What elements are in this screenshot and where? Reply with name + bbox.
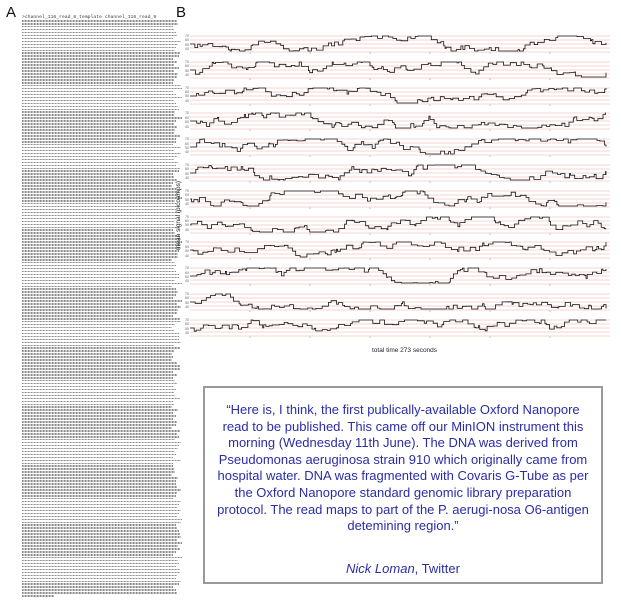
sequence-line: [22, 156, 177, 158]
sequence-line: [22, 527, 177, 529]
sequence-line: [22, 380, 175, 382]
y-tick-label: 70: [185, 85, 189, 90]
sequence-line: [22, 88, 182, 90]
y-tick-label: 40: [185, 47, 189, 52]
signal-track: [190, 240, 615, 260]
sequence-line: [22, 97, 182, 99]
sequence-line: [22, 465, 173, 467]
y-tick-label: 70: [185, 34, 189, 38]
sequence-line: [22, 436, 179, 438]
sequence-line: [22, 111, 175, 113]
sequence-line: [22, 327, 172, 329]
sequence-line: [22, 227, 179, 229]
sequence-line: [22, 200, 175, 202]
sequence-line: [22, 586, 173, 588]
y-tick-label: 70: [185, 137, 189, 142]
sequence-line: [22, 339, 179, 341]
signal-trace: [190, 268, 606, 283]
sequence-line: [22, 421, 177, 423]
y-tick-label: 40: [185, 279, 189, 284]
sequence-line: [22, 359, 172, 361]
sequence-line: [22, 551, 176, 553]
sequence-line: [22, 401, 173, 403]
sequence-line: [22, 356, 173, 358]
y-tick-label: 50: [185, 223, 189, 228]
sequence-line: [22, 159, 174, 161]
y-tick-label: 40: [185, 73, 189, 77]
sequence-line: [22, 448, 178, 450]
sequence-line: [22, 147, 181, 149]
sequence-line: [22, 404, 174, 406]
sequence-line: [22, 238, 181, 240]
sequence-line: [22, 114, 174, 116]
sequence-line: [22, 445, 179, 447]
sequence-line: [22, 170, 179, 172]
sequence-line: [22, 221, 175, 223]
sequence-line: [22, 430, 180, 432]
x-axis-label: total time 273 seconds: [372, 347, 438, 354]
sequence-line: [22, 82, 173, 84]
sequence-line: [22, 415, 176, 417]
sequence-line: [22, 522, 181, 524]
y-tick-label: 60: [185, 115, 189, 120]
sequence-line: [22, 548, 180, 550]
sequence-line: [22, 209, 176, 211]
sequence-line: [22, 368, 180, 370]
sequence-line: [22, 595, 54, 597]
sequence-line: [22, 519, 182, 521]
y-tick-label: 50: [185, 94, 189, 99]
y-tick-label: 70: [185, 59, 189, 64]
sequence-line: [22, 61, 177, 63]
sequence-line: [22, 123, 174, 125]
sequence-line: [22, 265, 176, 267]
sequence-line: [22, 451, 175, 453]
sequence-line: [22, 309, 178, 311]
sequence-line: [22, 103, 176, 105]
sequence-line: [22, 463, 173, 465]
sequence-line: [22, 120, 176, 122]
sequence-line: [22, 23, 178, 25]
sequence-line: [22, 50, 175, 52]
sequence-line: [22, 286, 172, 288]
sequence-line: [22, 545, 178, 547]
y-tick-label: 70: [185, 163, 189, 167]
sequence-line: [22, 129, 175, 131]
sequence-line: [22, 259, 172, 261]
y-tick-label: 40: [185, 176, 189, 181]
sequence-line: [22, 106, 178, 108]
y-tick-label: 60: [185, 141, 189, 146]
sequence-line: [22, 362, 177, 364]
sequence-line: [22, 427, 172, 429]
sequence-line: [22, 395, 175, 397]
sequence-line: [22, 492, 177, 494]
sequence-line: [22, 383, 177, 385]
y-tick-label: 70: [185, 111, 189, 116]
sequence-line: [22, 418, 173, 420]
panel-a-label: A: [6, 4, 17, 21]
sequence-line: [22, 203, 176, 205]
sequence-line: [22, 138, 176, 140]
quote-box: [203, 386, 603, 584]
y-tick-label: 60: [185, 322, 189, 327]
y-tick-label: 70: [185, 188, 189, 193]
sequence-line: [22, 412, 173, 414]
sequence-line: [22, 330, 174, 332]
sequence-line: [22, 433, 177, 435]
y-tick-label: 50: [185, 42, 189, 47]
sequence-line: [22, 32, 176, 34]
sequence-line: [22, 268, 174, 270]
sequence-line: [22, 510, 181, 512]
sequence-line: [22, 474, 172, 476]
sequence-line: [22, 162, 178, 164]
sequence-line: [22, 589, 176, 591]
sequence-line: [22, 91, 173, 93]
signal-track: [190, 34, 615, 54]
signal-trace: [190, 62, 606, 77]
signal-track: [190, 266, 615, 286]
y-tick-label: 60: [185, 219, 189, 223]
sequence-line: [22, 185, 172, 187]
sequence-line: [22, 294, 176, 296]
sequence-line: [22, 569, 180, 571]
sequence-line: [22, 55, 179, 57]
sequence-line: [22, 318, 180, 320]
sequence-line: [22, 342, 181, 344]
sequence-line: [22, 486, 177, 488]
sequence-line: [22, 79, 174, 81]
sequence-line: [22, 554, 173, 556]
sequence-line: [22, 191, 179, 193]
sequence-line: [22, 247, 181, 249]
y-tick-label: 50: [185, 326, 189, 331]
sequence-line: [22, 460, 181, 462]
sequence-line: [22, 109, 179, 111]
sequence-line: [22, 256, 178, 258]
sequence-line: [22, 41, 181, 43]
sequence-line: [22, 345, 174, 347]
signal-trace: [190, 294, 606, 309]
sequence-line: [22, 468, 174, 470]
sequence-line: [22, 495, 176, 497]
sequence-line: [22, 336, 179, 338]
sequence-line: [22, 371, 173, 373]
panel-b-label: B: [176, 4, 187, 21]
sequence-line: [22, 182, 173, 184]
sequence-line: [22, 274, 179, 276]
signal-track: [190, 60, 615, 80]
sequence-line: [22, 457, 173, 459]
sequence-line: [22, 229, 173, 231]
signal-trace: [190, 88, 606, 103]
y-tick-label: 40: [185, 202, 189, 206]
sequence-line: [22, 144, 173, 146]
sequence-line: [22, 353, 172, 355]
sequence-line: [22, 501, 181, 503]
sequence-line: [22, 312, 177, 314]
sequence-line: [22, 94, 176, 96]
sequence-line: [22, 212, 180, 214]
sequence-line: [22, 47, 176, 49]
y-tick-label: 60: [185, 64, 189, 69]
sequence-line: [22, 477, 178, 479]
sequence-line: [22, 303, 177, 305]
signal-track: [190, 189, 615, 209]
panel-a: [0, 0, 195, 613]
sequence-line: [22, 76, 177, 78]
y-tick-label: 70: [185, 266, 189, 271]
sequence-line: [22, 480, 176, 482]
sequence-line: [22, 73, 178, 75]
sequence-line: [22, 324, 175, 326]
signal-trace: [190, 139, 606, 154]
y-tick-label: 70: [185, 292, 189, 296]
y-tick-label: 50: [185, 300, 189, 305]
sequence-line: [22, 315, 173, 317]
sequence-line: [22, 424, 176, 426]
signal-trace: [190, 36, 606, 51]
sequence-line: [22, 374, 177, 376]
sequence-line: [22, 176, 174, 178]
sequence-line: [22, 406, 172, 408]
quote-text: “Here is, I think, the first publically-available Oxford Nanopore read to be published. This came off our MinION instrument this morning (Wednesday 11th June). The DNA was derived from Pseudomonas aeruginosa strain 910 which originally came from hospital water. DNA was fragmented with Covaris G-Tube as per the Oxford Nanopore standard genomic library preparation protocol. The read maps to part of the P. aerugi-nosa O6-antigen detemining region.”: [217, 402, 589, 534]
signal-track: [190, 86, 615, 106]
sequence-line: [22, 291, 178, 293]
sequence-line: [22, 35, 177, 37]
sequence-line: [22, 29, 174, 31]
sequence-line: [22, 350, 174, 352]
sequence-line: [22, 132, 174, 134]
sequence-line: [22, 560, 178, 562]
attribution-separator: ,: [414, 561, 422, 576]
sequence-line: [22, 539, 177, 541]
sequence-line: [22, 454, 176, 456]
y-tick-label: 60: [185, 90, 189, 94]
y-tick-label: 50: [185, 249, 189, 254]
sequence-line: [22, 530, 179, 532]
sequence-line: [22, 288, 176, 290]
sequence-line: [22, 153, 181, 155]
signal-trace: [190, 113, 606, 128]
signal-track: [190, 318, 615, 338]
y-tick-label: 50: [185, 171, 189, 176]
sequence-line: [22, 224, 174, 226]
sequence-line: [22, 581, 181, 583]
sequence-line: [22, 516, 177, 518]
signal-trace: [190, 165, 606, 180]
y-tick-label: 70: [185, 317, 189, 322]
signal-track: [190, 137, 615, 157]
signal-track: [190, 292, 615, 312]
sequence-line: [22, 409, 178, 411]
sequence-line: [22, 150, 174, 152]
quote-author: Nick Loman: [346, 561, 415, 576]
sequence-line: [22, 235, 180, 237]
sequence-line: [22, 439, 175, 441]
sequence-line: [22, 85, 181, 87]
signal-trace: [190, 191, 606, 206]
sequence-line: [22, 64, 174, 66]
sequence-line: [22, 578, 176, 580]
y-tick-label: 60: [185, 244, 189, 249]
sequence-line: [22, 250, 179, 252]
y-tick-label: 60: [185, 296, 189, 301]
sequence-line: [22, 563, 179, 565]
signal-trace: [190, 217, 606, 232]
sequence-line: [22, 232, 175, 234]
sequence-line: [22, 126, 177, 128]
y-tick-label: 40: [185, 305, 189, 310]
sequence-line: [22, 197, 182, 199]
sequence-line: [22, 498, 173, 500]
sequence-line: [22, 572, 180, 574]
sequence-line: [22, 218, 176, 220]
sequence-line: [22, 283, 182, 285]
sequence-line: [22, 389, 176, 391]
y-tick-label: 50: [185, 68, 189, 73]
sequence-line: [22, 583, 179, 585]
sequence-line: [22, 244, 181, 246]
y-tick-label: 50: [185, 275, 189, 279]
quote-source: Twitter: [421, 561, 460, 576]
sequence-line: [22, 67, 179, 69]
sequence-line: [22, 280, 175, 282]
sequence-line: [22, 442, 181, 444]
y-tick-label: 60: [185, 167, 189, 172]
sequence-line: [22, 20, 177, 22]
y-tick-label: 70: [185, 214, 189, 219]
sequence-line: [22, 173, 173, 175]
sequence-line: [22, 271, 176, 273]
sequence-line: [22, 504, 179, 506]
sequence-line: [22, 542, 182, 544]
y-tick-label: 40: [185, 253, 189, 258]
sequence-line: [22, 575, 177, 577]
sequence-line: [22, 262, 175, 264]
y-tick-label: 60: [185, 193, 189, 198]
sequence-line: [22, 489, 181, 491]
sequence-line: [22, 277, 179, 279]
signal-track: [190, 215, 615, 235]
sequence-line: [22, 533, 180, 535]
sequence-line: [22, 44, 178, 46]
sequence-line: [22, 100, 174, 102]
sequence-line: [22, 365, 180, 367]
sequence-line: [22, 70, 174, 72]
sequence-line: [22, 592, 177, 594]
sequence-line: [22, 38, 173, 40]
sequence-line: [22, 165, 176, 167]
sequence-line: [22, 471, 175, 473]
sequence-line: [22, 206, 177, 208]
y-tick-label: 70: [185, 240, 189, 245]
sequence-line: [22, 58, 173, 60]
sequence-line: [22, 392, 174, 394]
sequence-line: [22, 377, 173, 379]
sequence-line: [22, 483, 176, 485]
y-tick-label: 60: [185, 38, 189, 43]
sequence-line: [22, 566, 176, 568]
sequence-line: [22, 241, 182, 243]
sequence-line: [22, 306, 181, 308]
signal-track: [190, 111, 615, 131]
sequence-line: [22, 513, 179, 515]
y-axis-label: mean signal (picoamps): [175, 180, 182, 250]
y-tick-label: 50: [185, 120, 189, 125]
sequence-line: [22, 168, 180, 170]
sequence-line: [22, 347, 180, 349]
sequence-line: [22, 300, 182, 302]
sequence-line: [22, 557, 182, 559]
sequence-line: [22, 333, 179, 335]
quote-attribution: [205, 561, 601, 576]
y-tick-label: 40: [185, 150, 189, 155]
sequence-line: [22, 536, 181, 538]
sequence-line: [22, 215, 177, 217]
sequence-line: [22, 141, 176, 143]
y-tick-label: 50: [185, 146, 189, 150]
sequence-line: [22, 26, 173, 28]
sequence-line: [22, 188, 176, 190]
y-tick-label: 40: [185, 227, 189, 232]
sequence-line: [22, 386, 173, 388]
y-tick-label: 60: [185, 270, 189, 275]
signal-trace: [190, 242, 606, 257]
y-tick-label: 40: [185, 98, 189, 103]
sequence-header: >channel_116_read_8_template channel_116_read_9: [22, 15, 157, 20]
sequence-line: [22, 135, 180, 137]
sequence-line: [22, 117, 182, 119]
sequence-line: [22, 179, 177, 181]
sequence-line: [22, 524, 176, 526]
sequence-line: [22, 398, 180, 400]
signal-track: [190, 163, 615, 183]
y-tick-label: 40: [185, 331, 189, 335]
sequence-line: [22, 194, 178, 196]
sequence-line: [22, 507, 177, 509]
signal-trace: [190, 320, 606, 331]
y-tick-label: 40: [185, 124, 189, 129]
sequence-line: [22, 253, 178, 255]
sequence-line: [22, 321, 181, 323]
y-tick-label: 50: [185, 197, 189, 202]
sequence-line: [22, 297, 173, 299]
sequence-line: [22, 52, 180, 54]
